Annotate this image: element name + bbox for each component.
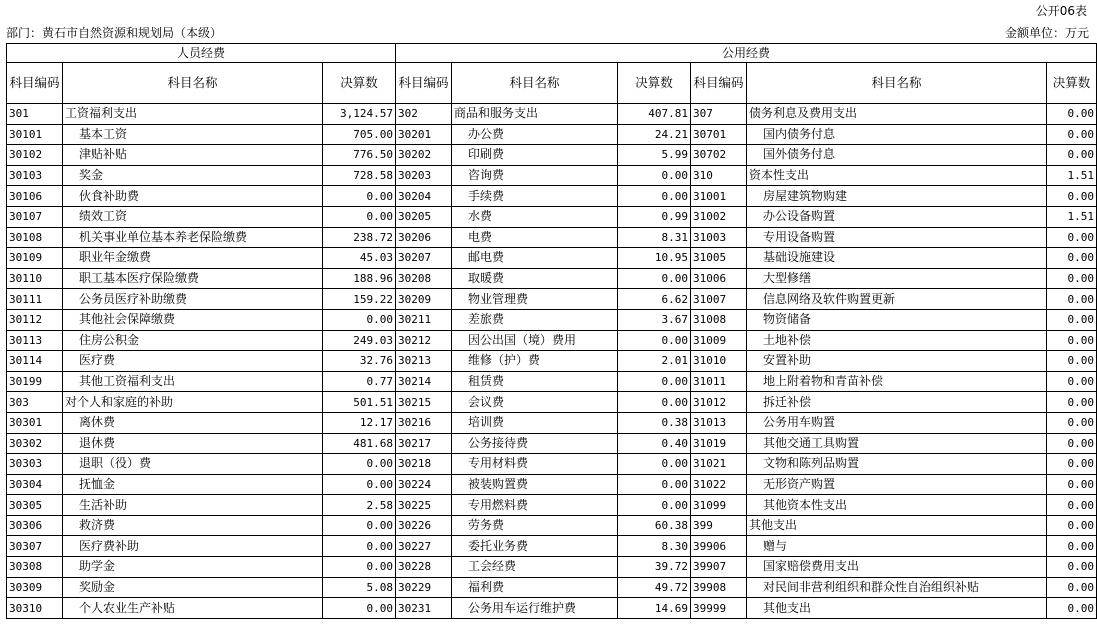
subject-name-cell: 因公出国（境）费用 [452,330,618,351]
subject-code-cell: 30101 [7,124,63,145]
subject-name-cell: 租赁费 [452,371,618,392]
subject-name-cell: 个人农业生产补贴 [63,598,323,619]
amount-cell: 0.00 [1047,248,1097,269]
table-row [7,598,1097,619]
section-header-row [7,44,1097,63]
amount-cell: 14.69 [618,598,691,619]
amount-cell: 481.68 [323,433,396,454]
subject-code-cell: 39999 [691,598,747,619]
amount-cell: 407.81 [618,104,691,125]
amount-cell: 45.03 [323,248,396,269]
amount-cell: 0.00 [1047,557,1097,578]
subject-name-cell: 专用设备购置 [747,227,1047,248]
subject-code-cell: 30202 [396,145,452,166]
subject-name-cell: 办公设备购置 [747,206,1047,227]
col-header-name: 科目名称 [747,63,1047,104]
subject-code-cell: 31021 [691,454,747,475]
subject-name-cell: 住房公积金 [63,330,323,351]
amount-cell: 0.00 [1047,145,1097,166]
subject-name-cell: 公务用车购置 [747,412,1047,433]
table-row [7,392,1097,413]
subject-code-cell: 30108 [7,227,63,248]
subject-code-cell: 30111 [7,289,63,310]
amount-cell: 0.00 [1047,474,1097,495]
subject-name-cell: 工会经费 [452,557,618,578]
subject-code-cell: 30226 [396,515,452,536]
amount-cell: 0.40 [618,433,691,454]
amount-cell: 0.00 [618,392,691,413]
amount-cell: 0.00 [618,330,691,351]
amount-cell: 1.51 [1047,165,1097,186]
amount-cell: 188.96 [323,268,396,289]
public-section-header: 公用经费 [396,44,1097,63]
subject-name-cell: 专用材料费 [452,454,618,475]
subject-code-cell: 30309 [7,577,63,598]
table-row [7,495,1097,516]
subject-code-cell: 30206 [396,227,452,248]
amount-unit-label: 金额单位：万元 [1004,26,1089,40]
amount-cell: 2.01 [618,351,691,372]
subject-code-cell: 30102 [7,145,63,166]
subject-name-cell: 会议费 [452,392,618,413]
amount-cell: 0.00 [1047,412,1097,433]
subject-name-cell: 公务用车运行维护费 [452,598,618,619]
amount-cell: 5.99 [618,145,691,166]
subject-code-cell: 303 [7,392,63,413]
table-row [7,474,1097,495]
table-row [7,351,1097,372]
amount-cell: 0.00 [1047,577,1097,598]
table-row [7,454,1097,475]
subject-name-cell: 邮电费 [452,248,618,269]
amount-cell: 776.50 [323,145,396,166]
subject-name-cell: 印刷费 [452,145,618,166]
subject-name-cell: 被装购置费 [452,474,618,495]
subject-code-cell: 30215 [396,392,452,413]
subject-code-cell: 30231 [396,598,452,619]
table-row [7,268,1097,289]
subject-code-cell: 31008 [691,309,747,330]
amount-cell: 0.00 [323,309,396,330]
subject-name-cell: 拆迁补偿 [747,392,1047,413]
subject-name-cell: 国外债务付息 [747,145,1047,166]
subject-code-cell: 31019 [691,433,747,454]
amount-cell: 0.00 [1047,495,1097,516]
subject-code-cell: 399 [691,515,747,536]
col-header-name: 科目名称 [452,63,618,104]
subject-code-cell: 30113 [7,330,63,351]
amount-cell: 501.51 [323,392,396,413]
subject-code-cell: 31002 [691,206,747,227]
subject-name-cell: 国内债务付息 [747,124,1047,145]
subject-code-cell: 30214 [396,371,452,392]
subject-name-cell: 赠与 [747,536,1047,557]
subject-name-cell: 债务利息及费用支出 [747,104,1047,125]
amount-cell: 6.62 [618,289,691,310]
subject-name-cell: 委托业务费 [452,536,618,557]
subject-name-cell: 培训费 [452,412,618,433]
subject-code-cell: 31011 [691,371,747,392]
amount-cell: 0.00 [618,186,691,207]
subject-code-cell: 30199 [7,371,63,392]
amount-cell: 2.58 [323,495,396,516]
subject-name-cell: 医疗费补助 [63,536,323,557]
subject-code-cell: 31003 [691,227,747,248]
subject-code-cell: 30701 [691,124,747,145]
subject-code-cell: 30212 [396,330,452,351]
amount-cell: 0.00 [1047,536,1097,557]
subject-name-cell: 离休费 [63,412,323,433]
subject-code-cell: 30218 [396,454,452,475]
subject-code-cell: 30201 [396,124,452,145]
table-row [7,145,1097,166]
subject-name-cell: 津贴补贴 [63,145,323,166]
subject-code-cell: 30228 [396,557,452,578]
subject-name-cell: 房屋建筑物购建 [747,186,1047,207]
subject-code-cell: 30213 [396,351,452,372]
amount-cell: 0.00 [323,454,396,475]
subject-code-cell: 39906 [691,536,747,557]
subject-code-cell: 307 [691,104,747,125]
subject-name-cell: 其他工资福利支出 [63,371,323,392]
amount-cell: 0.77 [323,371,396,392]
amount-cell: 0.00 [323,206,396,227]
amount-cell: 3.67 [618,309,691,330]
subject-name-cell: 差旅费 [452,309,618,330]
subject-code-cell: 310 [691,165,747,186]
col-header-name: 科目名称 [63,63,323,104]
subject-code-cell: 31005 [691,248,747,269]
amount-cell: 0.00 [1047,124,1097,145]
subject-code-cell: 31001 [691,186,747,207]
subject-name-cell: 文物和陈列品购置 [747,454,1047,475]
amount-cell: 0.00 [1047,515,1097,536]
subject-name-cell: 安置补助 [747,351,1047,372]
subject-code-cell: 31012 [691,392,747,413]
subject-name-cell: 专用燃料费 [452,495,618,516]
subject-code-cell: 31010 [691,351,747,372]
subject-code-cell: 30106 [7,186,63,207]
amount-cell: 0.00 [618,165,691,186]
amount-cell: 0.00 [323,474,396,495]
subject-code-cell: 30208 [396,268,452,289]
subject-code-cell: 30109 [7,248,63,269]
table-row [7,165,1097,186]
subject-name-cell: 地上附着物和青苗补偿 [747,371,1047,392]
col-header-amount: 决算数 [1047,63,1097,104]
subject-name-cell: 大型修缮 [747,268,1047,289]
subject-code-cell: 30229 [396,577,452,598]
amount-cell: 0.00 [323,598,396,619]
amount-cell: 159.22 [323,289,396,310]
department-label: 部门：黄石市自然资源和规划局（本级） [6,26,223,40]
subject-name-cell: 咨询费 [452,165,618,186]
table-row [7,289,1097,310]
amount-cell: 8.31 [618,227,691,248]
subject-code-cell: 30207 [396,248,452,269]
subject-name-cell: 其他支出 [747,598,1047,619]
subject-code-cell: 30302 [7,433,63,454]
subject-code-cell: 30107 [7,206,63,227]
amount-cell: 0.00 [1047,227,1097,248]
subject-name-cell: 其他交通工具购置 [747,433,1047,454]
form-number: 公开06表 [1035,4,1087,18]
subject-name-cell: 对个人和家庭的补助 [63,392,323,413]
subject-code-cell: 30217 [396,433,452,454]
subject-code-cell: 30308 [7,557,63,578]
subject-code-cell: 301 [7,104,63,125]
subject-name-cell: 无形资产购置 [747,474,1047,495]
subject-code-cell: 30204 [396,186,452,207]
subject-name-cell: 机关事业单位基本养老保险缴费 [63,227,323,248]
table-row [7,248,1097,269]
subject-name-cell: 取暖费 [452,268,618,289]
budget-table [6,43,1097,619]
amount-cell: 238.72 [323,227,396,248]
subject-code-cell: 302 [396,104,452,125]
amount-cell: 705.00 [323,124,396,145]
amount-cell: 39.72 [618,557,691,578]
subject-code-cell: 31007 [691,289,747,310]
table-row [7,309,1097,330]
amount-cell: 0.00 [618,474,691,495]
amount-cell: 0.00 [1047,351,1097,372]
subject-name-cell: 职工基本医疗保险缴费 [63,268,323,289]
subject-name-cell: 手续费 [452,186,618,207]
amount-cell: 0.00 [1047,104,1097,125]
subject-name-cell: 商品和服务支出 [452,104,618,125]
table-row [7,515,1097,536]
subject-code-cell: 30209 [396,289,452,310]
table-row [7,557,1097,578]
subject-code-cell: 30110 [7,268,63,289]
subject-code-cell: 30103 [7,165,63,186]
amount-cell: 0.00 [1047,433,1097,454]
subject-code-cell: 30225 [396,495,452,516]
subject-code-cell: 30224 [396,474,452,495]
amount-cell: 728.58 [323,165,396,186]
amount-cell: 24.21 [618,124,691,145]
amount-cell: 0.00 [618,454,691,475]
subject-code-cell: 30205 [396,206,452,227]
subject-code-cell: 31099 [691,495,747,516]
subject-code-cell: 30310 [7,598,63,619]
amount-cell: 49.72 [618,577,691,598]
col-header-amount: 决算数 [323,63,396,104]
subject-name-cell: 奖励金 [63,577,323,598]
table-row [7,186,1097,207]
subject-name-cell: 物资储备 [747,309,1047,330]
column-header-row [7,63,1097,104]
subject-name-cell: 国家赔偿费用支出 [747,557,1047,578]
amount-cell: 10.95 [618,248,691,269]
subject-name-cell: 水费 [452,206,618,227]
col-header-code: 科目编码 [396,63,452,104]
subject-name-cell: 其他社会保障缴费 [63,309,323,330]
personnel-section-header: 人员经费 [7,44,396,63]
amount-cell: 0.00 [1047,392,1097,413]
subject-name-cell: 电费 [452,227,618,248]
amount-cell: 0.00 [618,495,691,516]
amount-cell: 0.00 [618,371,691,392]
col-header-amount: 决算数 [618,63,691,104]
subject-code-cell: 30203 [396,165,452,186]
subject-name-cell: 绩效工资 [63,206,323,227]
amount-cell: 0.00 [1047,454,1097,475]
amount-cell: 60.38 [618,515,691,536]
table-row [7,433,1097,454]
subject-name-cell: 资本性支出 [747,165,1047,186]
subject-code-cell: 30112 [7,309,63,330]
subject-name-cell: 基础设施建设 [747,248,1047,269]
table-row [7,536,1097,557]
subject-name-cell: 退休费 [63,433,323,454]
amount-cell: 0.99 [618,206,691,227]
amount-cell: 1.51 [1047,206,1097,227]
amount-cell: 0.00 [1047,330,1097,351]
amount-cell: 8.30 [618,536,691,557]
subject-name-cell: 维修（护）费 [452,351,618,372]
subject-code-cell: 39907 [691,557,747,578]
amount-cell: 0.00 [1047,289,1097,310]
amount-cell: 249.03 [323,330,396,351]
amount-cell: 0.00 [323,186,396,207]
subject-name-cell: 奖金 [63,165,323,186]
subject-name-cell: 福利费 [452,577,618,598]
subject-code-cell: 30227 [396,536,452,557]
subject-code-cell: 30303 [7,454,63,475]
amount-cell: 0.00 [1047,371,1097,392]
amount-cell: 0.00 [618,268,691,289]
subject-code-cell: 30301 [7,412,63,433]
amount-cell: 0.00 [323,515,396,536]
amount-cell: 0.00 [1047,309,1097,330]
subject-code-cell: 30114 [7,351,63,372]
table-row [7,227,1097,248]
amount-cell: 32.76 [323,351,396,372]
subject-code-cell: 30211 [396,309,452,330]
subject-name-cell: 退职（役）费 [63,454,323,475]
subject-name-cell: 助学金 [63,557,323,578]
amount-cell: 0.00 [323,536,396,557]
subject-name-cell: 生活补助 [63,495,323,516]
table-row [7,104,1097,125]
subject-name-cell: 工资福利支出 [63,104,323,125]
subject-code-cell: 31022 [691,474,747,495]
subject-name-cell: 公务员医疗补助缴费 [63,289,323,310]
table-body [7,104,1097,619]
table-row [7,577,1097,598]
amount-cell: 12.17 [323,412,396,433]
subject-code-cell: 30216 [396,412,452,433]
subject-name-cell: 劳务费 [452,515,618,536]
table-row [7,412,1097,433]
table-row [7,371,1097,392]
subject-name-cell: 物业管理费 [452,289,618,310]
subject-code-cell: 30702 [691,145,747,166]
subject-name-cell: 其他支出 [747,515,1047,536]
subject-name-cell: 职业年金缴费 [63,248,323,269]
subject-name-cell: 对民间非营利组织和群众性自治组织补贴 [747,577,1047,598]
amount-cell: 5.08 [323,577,396,598]
subject-name-cell: 救济费 [63,515,323,536]
subject-code-cell: 30305 [7,495,63,516]
subject-name-cell: 办公费 [452,124,618,145]
subject-name-cell: 医疗费 [63,351,323,372]
subject-name-cell: 土地补偿 [747,330,1047,351]
subject-code-cell: 30304 [7,474,63,495]
subject-code-cell: 30306 [7,515,63,536]
table-row [7,330,1097,351]
subject-code-cell: 30307 [7,536,63,557]
subject-name-cell: 其他资本性支出 [747,495,1047,516]
subject-name-cell: 信息网络及软件购置更新 [747,289,1047,310]
col-header-code: 科目编码 [7,63,63,104]
subject-code-cell: 39908 [691,577,747,598]
subject-code-cell: 31013 [691,412,747,433]
table-row [7,206,1097,227]
amount-cell: 0.00 [1047,186,1097,207]
subject-code-cell: 31009 [691,330,747,351]
amount-cell: 3,124.57 [323,104,396,125]
amount-cell: 0.38 [618,412,691,433]
subject-name-cell: 公务接待费 [452,433,618,454]
amount-cell: 0.00 [1047,268,1097,289]
amount-cell: 0.00 [323,557,396,578]
subject-name-cell: 抚恤金 [63,474,323,495]
amount-cell: 0.00 [1047,598,1097,619]
subject-code-cell: 31006 [691,268,747,289]
subject-name-cell: 伙食补助费 [63,186,323,207]
table-row [7,124,1097,145]
subject-name-cell: 基本工资 [63,124,323,145]
col-header-code: 科目编码 [691,63,747,104]
